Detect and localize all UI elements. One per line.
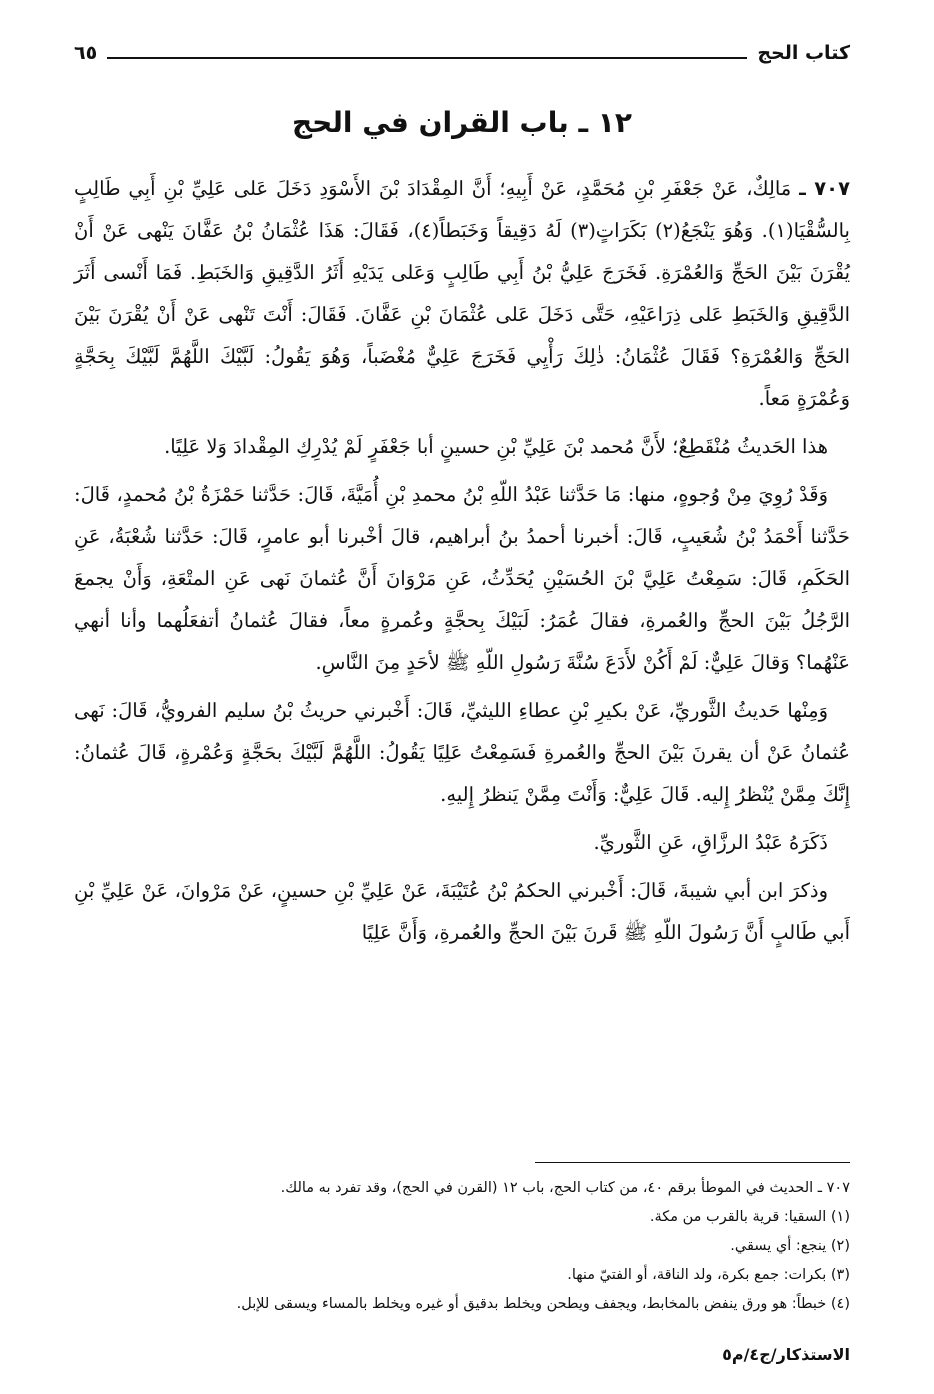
footnote-rule — [535, 1162, 850, 1163]
footnote-2: (٢) ينجع: أي يسقي. — [730, 1238, 850, 1254]
hadith-paragraph — [74, 168, 850, 420]
hadith-number: ٧٠٧ ـ — [799, 177, 850, 200]
footnote-4: (٤) خبطاً: هو ورق ينفض بالمخابط، ويجفف ويطحن ويخلط بدقيق أو غيره ويخلط بالمساء ويسقى للإبل. — [236, 1296, 850, 1312]
footnote-3: (٣) بكرات: جمع بكرة، ولد الناقة، أو الفتيّ منها. — [567, 1267, 850, 1283]
hadith-text: مَالِكٌ، عَنْ جَعْفَرِ بْنِ مُحَمَّدٍ، عَنْ أَبِيهِ؛ أَنَّ المِقْدَادَ بْنَ الأَسْوَدِ دَخَلَ عَلى عَلِيِّ بْنِ أَبِي طَالِبٍ بِالسُّقْيَا(١). وَهُوَ يَنْجَعُ(٢) بَكَرَاتٍ(٣) لَهُ دَقِيقاً وَخَبَطاً(٤)، فَقَالَ: هَذَا عُثْمَانُ بْنُ عَفَّانَ يَنْهى عَنْ أَنْ يُقْرَنَ بَيْنَ الحَجِّ وَالعُمْرَةِ. فَخَرَجَ عَلِيُّ بْنُ أَبِي طَالِبٍ وَعَلى يَدَيْهِ أَثَرُ الدَّقِيقِ وَالخَبَطِ. فَمَا أَنْسى أَثَرَ الدَّقِيقِ وَالخَبَطِ عَلى ذِرَاعَيْهِ، حَتَّى دَخَلَ عَلى عُثْمَانَ بْنِ عَفَّانَ. فَقَالَ: أَنْتَ تَنْهى عَنْ أَنْ يُقْرَنَ بَيْنَ الحَجِّ وَالعُمْرَةِ؟ فَقَالَ عُثْمَانُ: ذٰلِكَ رَأْيِي فَخَرَجَ عَلِيٌّ مُغْضَباً، وَهُوَ يَقُولُ: لَبَّيْكَ اللَّهُمَّ لَبَّيْكَ بِحَجَّةٍ وَعُمْرَةٍ مَعاً. — [74, 177, 850, 410]
chapter-title: ١٢ ـ باب القران في الحج — [292, 106, 632, 139]
footnote-1: (١) السقيا: قرية بالقرب من مكة. — [649, 1209, 850, 1225]
commentary-paragraph: وَمِنْها حَديثُ الثَّوريِّ، عَنْ بكيرِ بْنِ عطاءِ الليثيِّ، قَالَ: أَخْبرني حريثُ بْنُ سليم الفرويُّ، قَالَ: نَهى عُثمانُ عَنْ أن يقرنَ بَيْنَ الحجِّ والعُمرةِ فَسَمِعْتُ عَلِيًا يَقُولُ: اللَّهُمَّ لَبَّيْكَ بحَجَّةٍ وَعُمْرةٍ، قَالَ عُثمانُ: إِنَّكَ مِمَّنْ يُنْظرُ إِليه. قَالَ عَلِيٌّ: وَأَنْتَ مِمَّنْ يَنظرُ إِليهِ. — [74, 699, 850, 806]
footnotes — [74, 1174, 850, 1319]
commentary-paragraph: وَقَدْ رُوِيَ مِنْ وُجوهٍ، منها: مَا حَدَّثنا عَبْدُ اللّهِ بْنُ محمدِ بْنِ أُمَيَّةَ، قَالَ: حَدَّثنا حَمْزَةُ بْنُ مُحمدٍ، قَالَ: حَدَّثنا أَحْمَدُ بْنُ شُعَيبٍ، قَالَ: أخبرنا أحمدُ بنُ أبراهيم، قالَ أخْبرنا أبو عامرٍ، قَالَ: حَدَّثنا شُعْبَةُ، عَنِ الحَكَمِ، قَالَ: سَمِعْتُ عَلِيَّ بْنَ الحُسَيْنِ يُحَدِّثُ، عَنِ مَرْوَانَ أَنَّ عُثمانَ نَهى عَنِ المتْعَةِ، وَأَنْ يجمعَ الرَّجُلُ بَيْنَ الحجِّ والعُمرةِ، فقالَ عُمَرُ: لَبَيْكَ بِحجَّةٍ وعُمرةٍ معاً، فقالَ عُثمانُ أتفعَلُهما وأنا أنهي عَنْهُما؟ وَقالَ عَلِيٌّ: لَمْ أَكُنْ لأَدَعَ سُنَّةَ رَسُولِ اللّهِ ﷺ لأحَدٍ مِنَ النَّاسِ. — [74, 483, 850, 674]
commentary-paragraph: وذكرَ ابن أبي شيبةَ، قَالَ: أَخْبرني الحكمُ بْنُ عُتَيْبَةَ، عَنْ عَلِيِّ بْنِ حسينٍ، عَنْ مَرْوانَ، عَنْ عَلِيِّ بْنِ أَبي طَالبٍ أَنَّ رَسُولَ اللّهِ ﷺ قَرنَ بَيْنَ الحجِّ والعُمرةِ، وَأَنَّ عَلِيًا — [74, 879, 850, 944]
commentary-paragraph: ذَكَرَهُ عَبْدُ الرزَّاقِ، عَنِ الثَّوريِّ. — [593, 831, 828, 854]
page-number: ٦٥ — [74, 42, 98, 64]
book-page — [74, 22, 850, 1377]
footnote-source: ٧٠٧ ـ الحديث في الموطأ برقم ٤٠، من كتاب الحج، باب ١٢ (القرن في الحج)، وقد تفرد به مالك. — [280, 1180, 850, 1196]
main-text — [74, 168, 850, 960]
book-title: كتاب الحج — [757, 42, 850, 64]
header-rule — [107, 57, 747, 59]
running-header — [74, 30, 850, 64]
commentary-paragraph: هذا الحَديثُ مُنْقَطِعٌ؛ لأَنَّ مُحمد بْنَ عَلِيِّ بْنِ حسينٍ أبا جَعْفَرٍ لَمْ يُدْرِكِ المِقْدادَ وَلا عَلِيًا. — [164, 435, 828, 458]
signature-mark: الاستذكار/ج٤/م٥ — [722, 1345, 850, 1364]
